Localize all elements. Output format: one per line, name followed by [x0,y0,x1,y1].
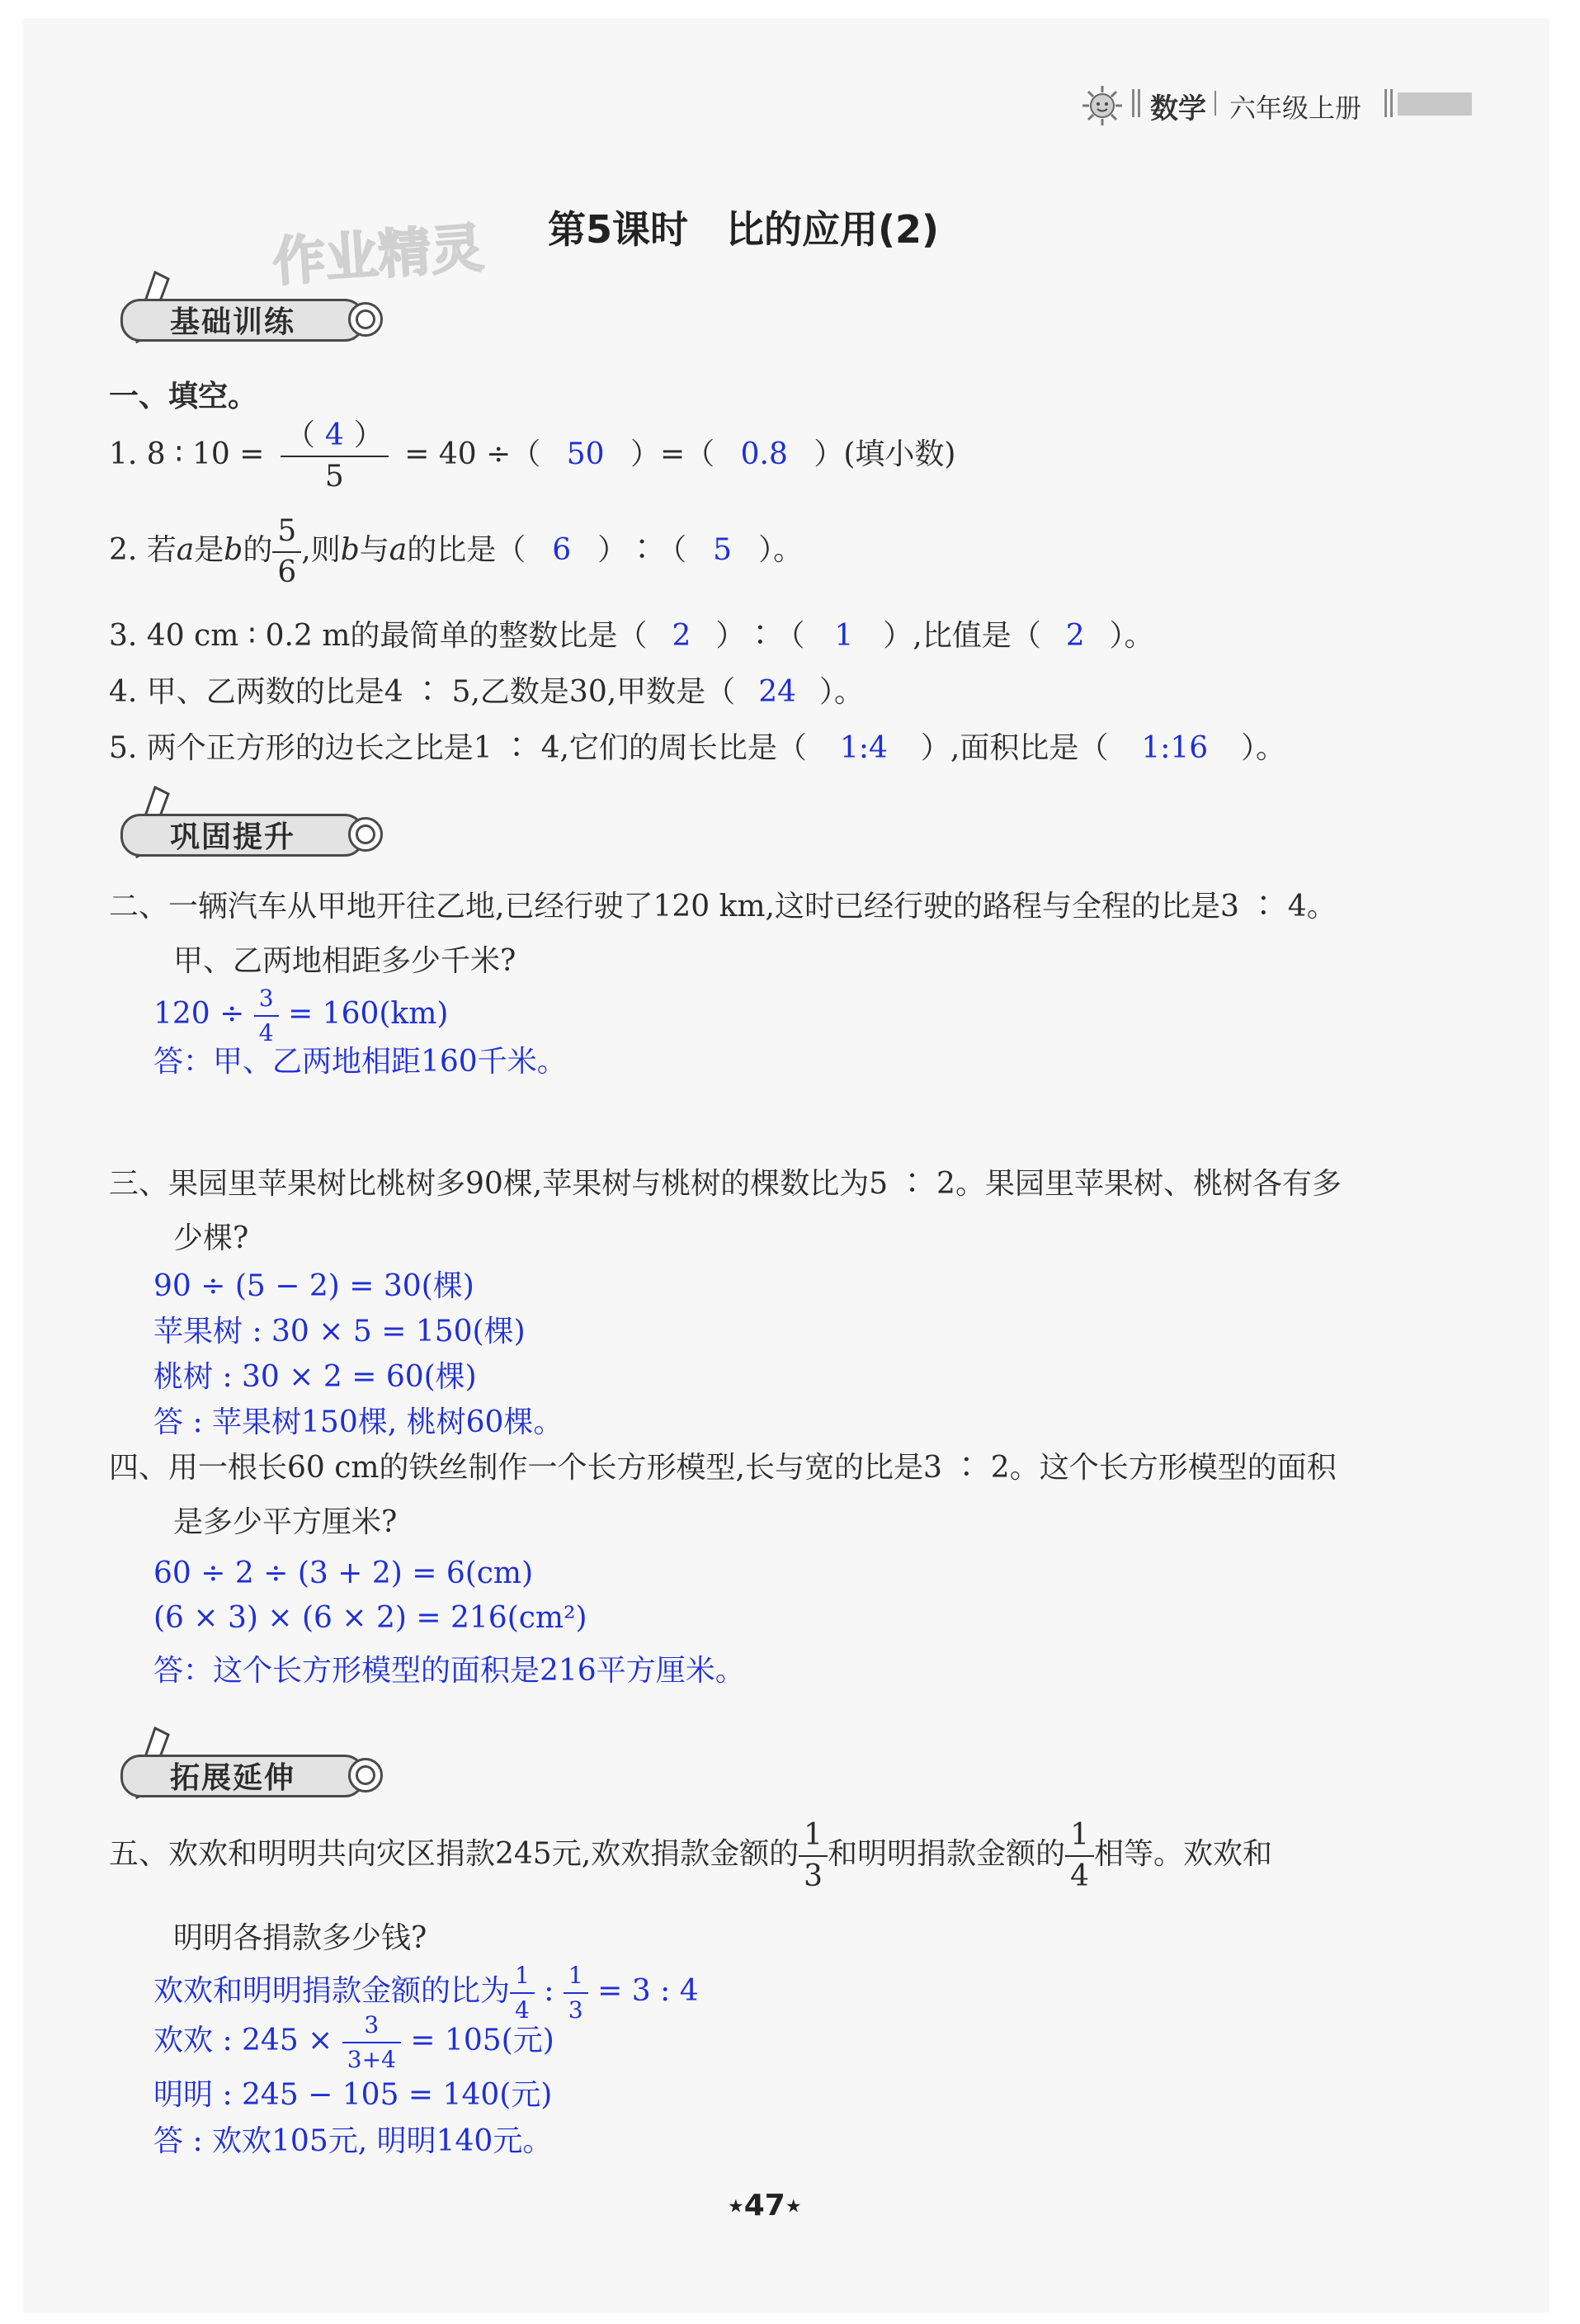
part2-sol-suffix: = 160(km) [288,997,449,1031]
part3-line2: 少棵? [173,1221,249,1255]
q5-mid: ）,面积比是（ [920,731,1109,765]
q3-prefix: 3. 40 cm ∶ 0.2 m的最简单的整数比是（ [109,619,648,653]
part5-sol2-prefix: 欢欢 : 245 × [153,2024,333,2057]
q4-answer: 24 [758,675,796,709]
q1-mid: = 40 ÷（ [404,437,541,471]
part5-line1 [109,1818,1273,1893]
star-icon: ★ [785,2196,802,2218]
part2-solution-1 [153,987,448,1045]
q3-answer-2: 1 [834,619,854,653]
section-basic-label: 基础训练 [170,305,296,339]
part5-sol1-colon: : [544,1974,554,2008]
q2-var-b2: b [340,533,360,567]
part3-sol-1: 90 ÷ (5 − 2) = 30(棵) [153,1269,474,1303]
q2-var-a2: a [389,533,408,567]
part3-line1: 三、果园里苹果树比桃树多90棵,苹果树与桃树的棵数比为5 ∶ 2。果园里苹果树、桃树各有多 [109,1167,1342,1201]
part5-line2: 明明各捐款多少钱? [173,1921,427,1955]
part5-answer: 答 : 欢欢105元, 明明140元。 [153,2124,553,2158]
part2-sol-fraction: $\frac{3}{4}$ [254,987,279,1045]
section-improve-label: 巩固提升 [170,820,296,854]
q2-answer-2: 5 [713,533,733,567]
part4-sol-2: (6 × 3) × (6 × 2) = 216(cm²) [153,1601,587,1635]
part5-sol1-fraction-1: $\frac{1}{4}$ [510,1964,535,2022]
part4-line2: 是多少平方厘米? [173,1505,398,1539]
q1-answer-numerator: 4 [324,418,344,452]
q2-mid3: ,则 [301,533,341,567]
q2-mid2: 的 [243,533,273,567]
part5-sol2-fraction: $\frac{3}{3+4}$ [342,2014,401,2071]
part2-line1: 二、一辆汽车从甲地开往乙地,已经行驶了120 km,这时已经行驶的路程与全程的比是3 ∶ 4。 [109,890,1337,923]
q2-mid1: 是 [194,533,224,567]
q2-fraction: $\frac{5}{6}$ [272,517,301,588]
header-grade: 六年级上册 [1229,92,1362,124]
part4-line1: 四、用一根长60 cm的铁丝制作一个长方形模型,长与宽的比是3 ∶ 2。这个长方形模型的面积 [109,1451,1337,1485]
part5-text-a: 五、欢欢和明明共向灾区捐款245元,欢欢捐款金额的 [109,1837,799,1871]
section-basic-tag [106,294,383,342]
part5-sol-2 [153,2011,554,2073]
part2-line2: 甲、乙两地相距多少千米? [173,944,516,978]
part4-answer: 答：这个长方形模型的面积是216平方厘米。 [153,1654,745,1688]
part5-sol1-fraction-2: $\frac{1}{3}$ [564,1964,588,2022]
q2-var-b: b [224,533,243,567]
part3-sol-3: 桃树 : 30 × 2 = 60(棵) [153,1360,477,1394]
part5-sol2-suffix: = 105(元) [410,2024,554,2057]
part5-sol-3: 明明 : 245 − 105 = 140(元) [153,2078,553,2112]
q2-colon: ）∶（ [597,533,687,567]
q1-denominator: 5 [281,456,389,492]
q5-suffix: ）。 [1241,731,1286,765]
q5 [109,725,1285,767]
q2 [109,514,804,589]
q1-mid2: ）=（ [630,437,715,471]
q4-suffix: ）。 [819,675,865,709]
header-bar [1081,81,1543,130]
star-icon: ★ [728,2196,744,2218]
q1-answer-3: 0.8 [740,437,788,471]
part5-sol1-prefix: 欢欢和明明捐款金额的比为 [153,1974,511,2008]
q2-var-a: a [176,533,195,567]
section-improve-tag [106,809,383,857]
header-subject: 数学 [1150,92,1206,125]
q5-answer-2: 1:16 [1141,731,1209,765]
q2-mid5: 的比是（ [407,533,526,567]
part2-answer: 答：甲、乙两地相距160千米。 [153,1045,567,1079]
q2-mid4: 与 [359,533,389,567]
part5-text-b: 和明明捐款金额的 [828,1837,1066,1871]
q1-answer-2: 50 [566,437,605,471]
page-title: 第5课时 比的应用(2) [548,207,940,252]
q2-prefix: 2. 若 [109,533,177,567]
page-number [728,2189,802,2222]
q2-suffix: ）。 [758,533,804,567]
q5-prefix: 5. 两个正方形的边长之比是1 ∶ 4,它们的周长比是（ [109,731,807,765]
part5-sol1-suffix: = 3 : 4 [597,1974,699,2008]
part4-sol-1: 60 ÷ 2 ÷ (3 + 2) = 6(cm) [153,1556,534,1590]
q3-answer-1: 2 [672,619,691,653]
q1-suffix: ）(填小数) [814,437,956,471]
section-extend-label: 拓展延伸 [170,1761,296,1795]
part5-fraction-1: $\frac{1}{3}$ [799,1821,828,1892]
watermark: 作业精灵 [271,218,486,294]
q3 [109,612,1154,654]
q1 [109,418,956,512]
sun-icon [1081,84,1124,127]
part5-text-c: 相等。欢欢和 [1094,1837,1273,1871]
part1-heading: 一、填空。 [109,380,258,413]
q1-prefix: 1. 8 ∶ 10 = [109,437,265,471]
q5-answer-1: 1:4 [839,731,888,765]
q4-prefix: 4. 甲、乙两数的比是4 ∶ 5,乙数是30,甲数是（ [109,675,736,709]
q3-mid: ）,比值是（ [883,619,1041,653]
part5-fraction-2: $\frac{1}{4}$ [1065,1821,1094,1892]
q2-answer-1: 6 [552,533,572,567]
q1-fraction: $\frac{( 4 )}{5}$ [281,421,389,492]
q3-answer-3: 2 [1065,619,1085,653]
part3-sol-2: 苹果树 : 30 × 5 = 150(棵) [153,1315,526,1349]
section-extend-tag [106,1750,383,1797]
q3-suffix: ）。 [1109,619,1154,653]
q4 [109,668,864,711]
part2-sol-prefix: 120 ÷ [153,997,245,1031]
part3-answer: 答 : 苹果树150棵, 桃树60棵。 [153,1405,564,1439]
q3-colon: ）∶（ [715,619,805,653]
page-number-value: 47 [743,2189,785,2222]
